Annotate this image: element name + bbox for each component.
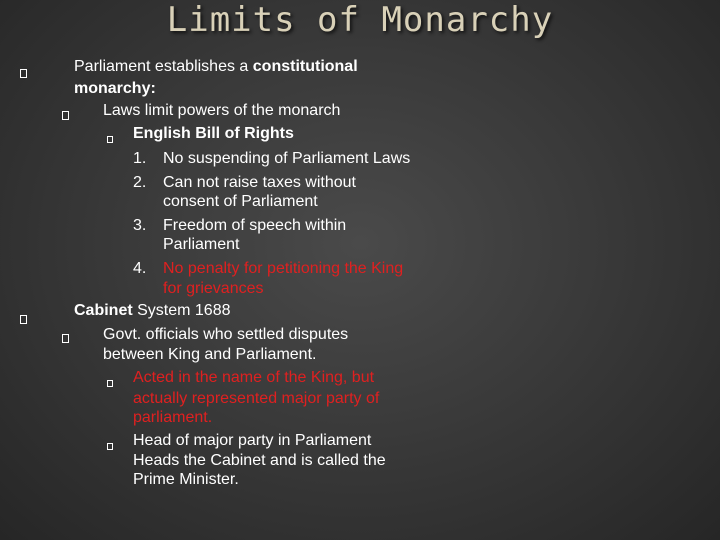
sub-sub-bullet-acted-line2: actually represented major party of xyxy=(133,390,380,407)
small-square-bullet-icon xyxy=(107,128,113,148)
square-bullet-icon xyxy=(20,63,27,83)
list-item-3-text-line2: Parliament xyxy=(163,236,240,253)
bullet-parliament-bold: constitutional xyxy=(252,58,358,75)
bullet-cabinet-text: System 1688 xyxy=(132,302,231,319)
square-bullet-icon xyxy=(20,309,27,329)
sub-bullet-govt-line2: between King and Parliament. xyxy=(103,346,317,363)
bullet-cabinet-bold: Cabinet xyxy=(74,302,133,319)
list-item-2-text-line2: consent of Parliament xyxy=(163,193,318,210)
sub-sub-bullet-acted: Acted in the name of the King, but xyxy=(133,369,375,386)
bullet-parliament xyxy=(74,57,358,77)
sub-bullet-laws: Laws limit powers of the monarch xyxy=(103,102,341,119)
list-item-3-text: Freedom of speech within xyxy=(163,217,347,234)
slide-title: Limits of Monarchy xyxy=(166,0,554,40)
list-item-4-text: No penalty for petitioning the King xyxy=(163,260,404,277)
list-item-3-number: 3. xyxy=(133,217,147,234)
list-item-1-text: No suspending of Parliament Laws xyxy=(163,150,411,167)
list-item-2-number: 2. xyxy=(133,174,147,191)
sub-sub-bullet-bill-of-rights: English Bill of Rights xyxy=(133,125,294,142)
sub-sub-bullet-head: Head of major party in Parliament xyxy=(133,432,372,449)
square-bullet-icon xyxy=(62,328,69,348)
list-item-4-number: 4. xyxy=(133,260,147,277)
list-item-2-text: Can not raise taxes without xyxy=(163,174,356,191)
small-square-bullet-icon xyxy=(107,372,113,392)
sub-bullet-govt: Govt. officials who settled disputes xyxy=(103,326,349,343)
list-item-4-text-line2: for grievances xyxy=(163,280,264,297)
list-item-1-number: 1. xyxy=(133,150,147,167)
bullet-parliament-line2: monarchy: xyxy=(74,80,156,97)
small-square-bullet-icon xyxy=(107,435,113,455)
bullet-cabinet xyxy=(74,301,231,321)
sub-sub-bullet-head-line3: Prime Minister. xyxy=(133,471,239,488)
square-bullet-icon xyxy=(62,105,69,125)
sub-sub-bullet-acted-line3: parliament. xyxy=(133,409,213,426)
bullet-parliament-text: Parliament establishes a xyxy=(74,58,253,75)
sub-sub-bullet-head-line2: Heads the Cabinet and is called the xyxy=(133,452,386,469)
